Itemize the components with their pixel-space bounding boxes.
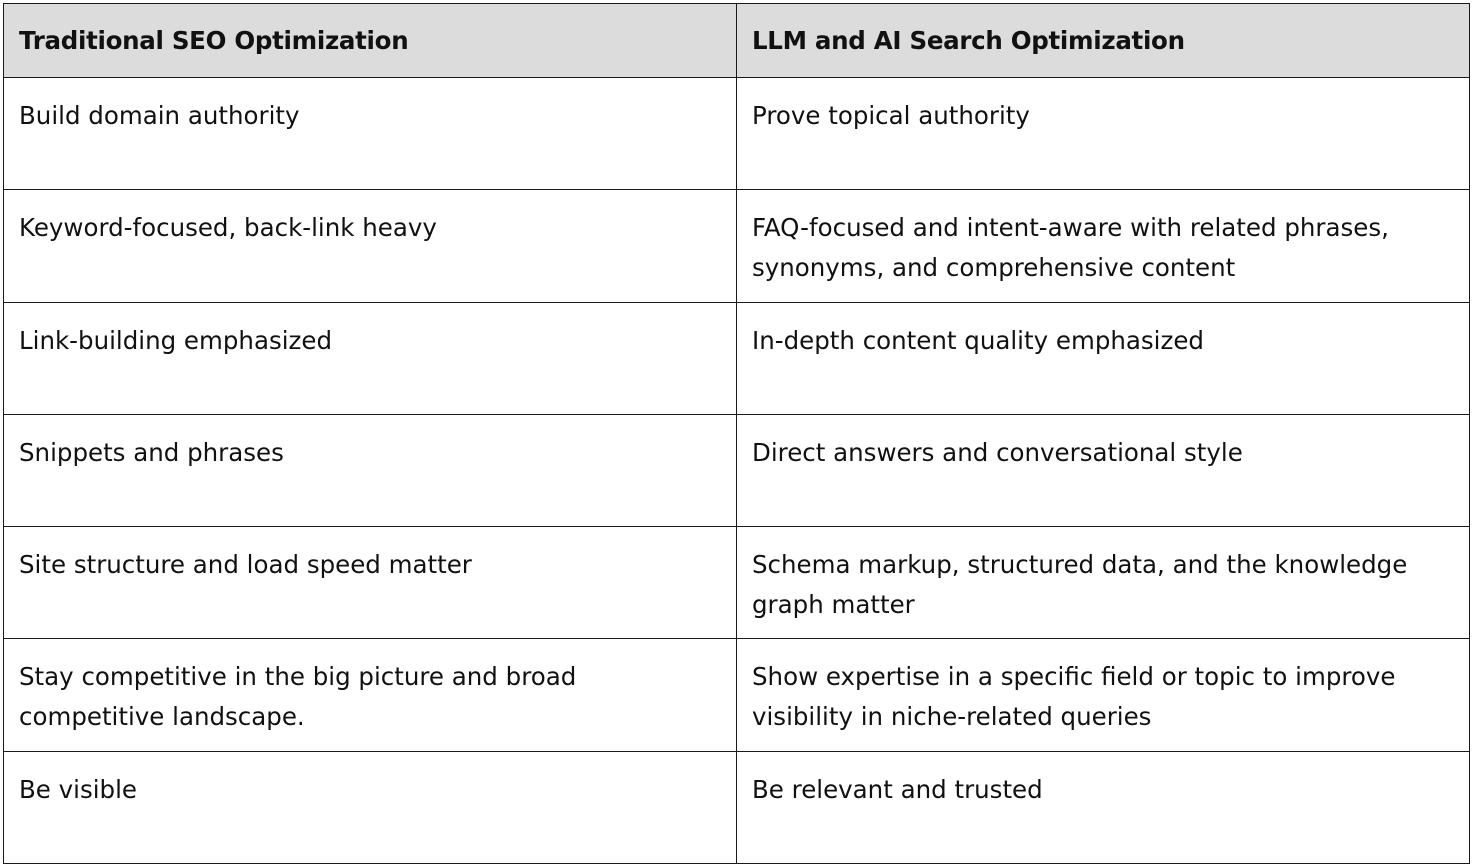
cell-traditional: Stay competitive in the big picture and broad competitive landscape. (4, 639, 737, 751)
table-row (4, 190, 1470, 302)
comparison-table (3, 3, 1470, 864)
cell-llm: In-depth content quality emphasized (737, 302, 1470, 414)
table-row (4, 751, 1470, 863)
table-row (4, 639, 1470, 751)
header-llm-ai-search: LLM and AI Search Optimization (737, 4, 1470, 78)
cell-llm: Prove topical authority (737, 78, 1470, 190)
table-row (4, 78, 1470, 190)
cell-llm: Be relevant and trusted (737, 751, 1470, 863)
cell-traditional: Site structure and load speed matter (4, 527, 737, 639)
cell-llm: Direct answers and conversational style (737, 414, 1470, 526)
cell-llm: FAQ-focused and intent-aware with related phrases, synonyms, and comprehensive content (737, 190, 1470, 302)
header-row (4, 4, 1470, 78)
table-row (4, 302, 1470, 414)
cell-traditional: Build domain authority (4, 78, 737, 190)
cell-traditional: Keyword-focused, back-link heavy (4, 190, 737, 302)
cell-traditional: Link-building emphasized (4, 302, 737, 414)
cell-llm: Show expertise in a specific field or topic to improve visibility in niche-related queries (737, 639, 1470, 751)
table-body (4, 78, 1470, 864)
cell-traditional: Snippets and phrases (4, 414, 737, 526)
table-header (4, 4, 1470, 78)
cell-llm: Schema markup, structured data, and the knowledge graph matter (737, 527, 1470, 639)
cell-traditional: Be visible (4, 751, 737, 863)
table-row (4, 527, 1470, 639)
table-row (4, 414, 1470, 526)
header-traditional-seo: Traditional SEO Optimization (4, 4, 737, 78)
